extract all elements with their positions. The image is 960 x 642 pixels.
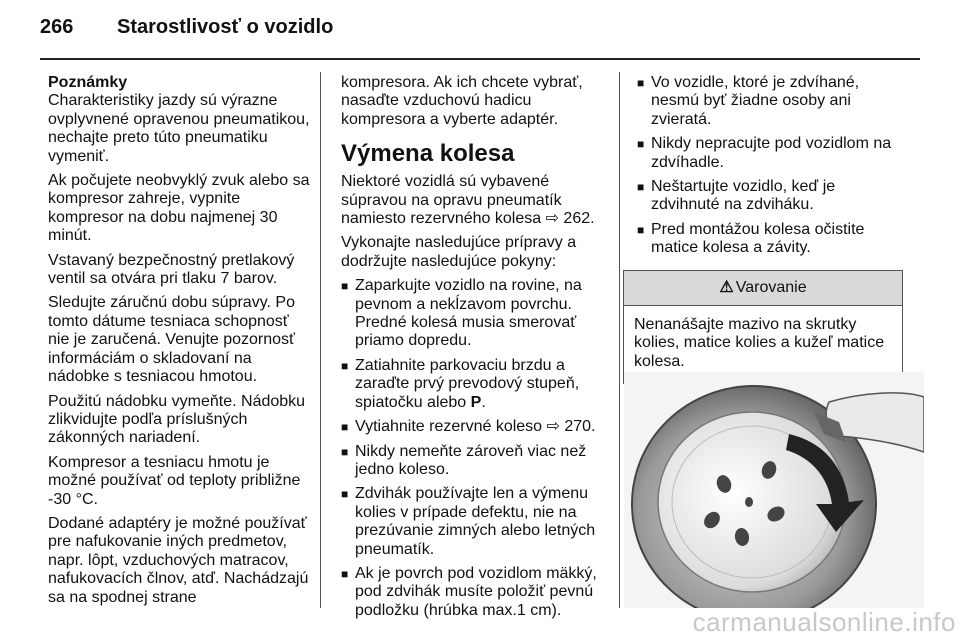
page-reference-link[interactable]: 262. — [563, 210, 595, 228]
prep-paragraph: Vykonajte nasledujúce prípravy a dodržujte nasledujúce pokyny: — [341, 234, 577, 270]
warning-header — [624, 271, 902, 306]
note-paragraph: Ak počujete neobvyklý zvuk alebo sa kompresor zahreje, vypnite kompresor na dobu najmenej 30 minút. — [48, 172, 310, 245]
bullet-icon: ■ — [637, 76, 645, 90]
note-paragraph: Vstavaný bezpečnostný pretlakový ventil sa otvára pri tlaku 7 barov. — [48, 251, 295, 288]
list-item: ■ Neštartujte vozidlo, keď je zdvihnuté na zdviháku. — [637, 178, 836, 214]
note-paragraph: Charakteristiky jazdy sú výrazne ovplyvnené opravenou pneumatikou, nechajte preto túto pneumatiku vymeniť. — [48, 92, 310, 165]
note-paragraph: Použitú nádobku vymeňte. Nádobku zlikvidujte podľa príslušných zákonných nariadení. — [48, 392, 306, 447]
warning-text: Nenanášajte mazivo na skrutky kolies, matice kolies a kužeľ matice kolesa. — [634, 316, 885, 370]
safety-list — [637, 74, 903, 258]
wheel-hubcap-illustration — [624, 372, 924, 608]
wheel-change-heading: Výmena kolesa — [341, 140, 515, 168]
note-heading: Poznámky — [48, 74, 128, 91]
list-item: ■ Vo vozidle, ktoré je zdvíhané, nesmú byť žiadne osoby ani zvieratá. — [637, 74, 860, 128]
bullet-icon: ■ — [637, 222, 645, 237]
watermark: carmanualsonline.info — [692, 607, 956, 637]
column-divider-2 — [619, 72, 620, 608]
continuation-paragraph: kompresora. Ak ich chcete vybrať, nasaďte vzduchovú hadicu kompresora a vyberte adaptér. — [341, 74, 583, 128]
column-3 — [634, 74, 903, 384]
page-reference-link[interactable]: 270. — [564, 418, 596, 436]
preparation-list — [341, 277, 603, 620]
bullet-icon: ■ — [637, 180, 645, 195]
page-number: 266 — [40, 16, 74, 38]
bullet-icon: ■ — [341, 420, 349, 435]
bullet-icon: ■ — [341, 279, 349, 294]
warning-box — [623, 270, 903, 385]
list-item: ■ Zaparkujte vozidlo na rovine, na pevnom a nekĺzavom povrchu. Predné kolesá musia smerovať priamo dopredu. — [341, 277, 582, 350]
warning-title: Varovanie — [735, 278, 807, 296]
intro-paragraph: Niektoré vozidlá sú vybavené súpravou na opravu pneumatík namiesto rezervného kolesa ⇨ 262. — [341, 173, 595, 228]
note-paragraph: Sledujte záručnú dobu súpravy. Po tomto dátume tesniaca schopnosť nie je zaručená. Venujte pozornosť informáciám o skladovaní na nádobke s tesniacou hmotou. — [48, 294, 296, 386]
bullet-icon: ■ — [341, 566, 349, 581]
ref-arrow-icon: ⇨ — [546, 418, 560, 436]
list-item: ■ Ak je povrch pod vozidlom mäkký, pod zdvihák musíte položiť pevnú podložku (hrúbka max.1 cm). — [341, 564, 597, 619]
list-item: ■ Nikdy nemeňte zároveň viac než jedno koleso. — [341, 442, 587, 478]
gear-p-label: P — [470, 393, 482, 411]
column-2 — [341, 74, 603, 626]
bullet-icon: ■ — [341, 487, 349, 502]
bullet-icon: ■ — [637, 137, 645, 152]
column-1 — [48, 74, 310, 613]
section-title: Starostlivosť o vozidlo — [117, 16, 334, 38]
list-item: ■ Nikdy nepracujte pod vozidlom na zdvíhadle. — [637, 135, 892, 171]
bullet-icon: ■ — [341, 358, 349, 373]
list-item: ■ Zdvihák používajte len a výmenu kolies v prípade defektu, nie na prezúvanie zimných alebo letných pneumatík. — [341, 485, 596, 558]
list-item: ■ Zatiahnite parkovaciu brzdu a zaraďte prvý prevodový stupeň, spiatočku alebo P. — [341, 356, 580, 411]
ref-arrow-icon: ⇨ — [545, 210, 559, 228]
bullet-icon: ■ — [341, 444, 349, 459]
note-paragraph: Kompresor a tesniacu hmotu je možné používať od teploty približne -30 °C. — [48, 453, 301, 508]
warning-triangle-icon: ⚠ — [719, 278, 734, 296]
list-item: ■ Vytiahnite rezervné koleso ⇨ 270. — [341, 418, 596, 436]
header-rule — [40, 58, 920, 60]
note-paragraph: Dodané adaptéry je možné používať pre nafukovanie iných predmetov, napr. lôpt, vzduchových matracov, nafukovacích člnov, atď. Nachádzajú sa na spodnej strane — [48, 514, 309, 606]
list-item: ■ Pred montážou kolesa očistite matice kolesa a závity. — [637, 220, 865, 257]
column-divider-1 — [320, 72, 321, 608]
